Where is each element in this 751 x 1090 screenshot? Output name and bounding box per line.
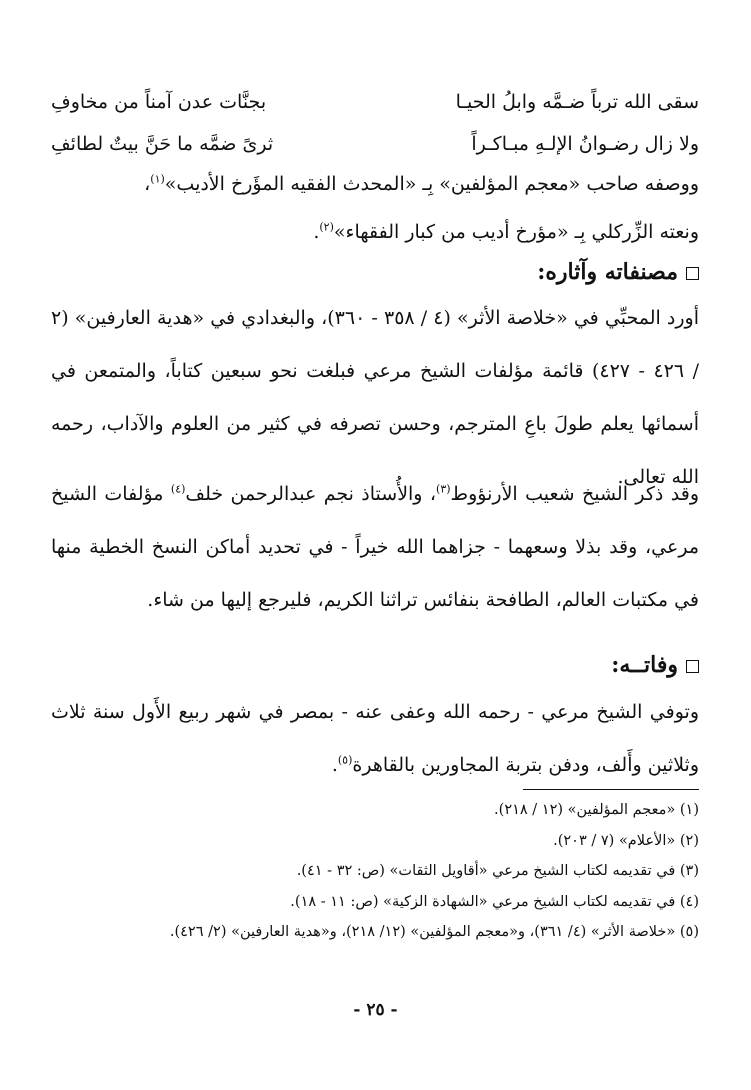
paragraph-text: وتوفي الشيخ مرعي - رحمه الله وعفى عنه - بمصر في شهر ربيع الأَول سنة ثلاث وثلاثين وأَلف، ودفن بتربة المجاورين بالقاهرة: [51, 701, 699, 776]
poem-verse: [51, 126, 699, 162]
paragraph-description: [51, 160, 699, 256]
section-heading-works: [537, 252, 699, 292]
section-heading-text: وفاتــه:: [611, 652, 678, 678]
page-number: - ٢٥ -: [353, 1000, 398, 1020]
footnote-separator: [523, 789, 699, 790]
paragraph-text: ووصفه صاحب «معجم المؤلفين» بِـ «المحدث الفقيه المؤَرخ الأديب»: [164, 173, 699, 195]
footnote-item: (٢) «الأعلام» (٧ / ٢٠٣).: [553, 832, 699, 849]
footnote-item: (١) «معجم المؤلفين» (١٢ / ٢١٨).: [494, 802, 699, 818]
footnote-reference: (٢): [319, 220, 334, 234]
punctuation: .: [313, 221, 320, 243]
footnote-reference: (٤): [170, 482, 186, 496]
paragraph-text: مؤلفات الشيخ مرعي، وقد بذلا وسعهما - جزاهما الله خيراً - في تحديد أماكن النسخ الخطية منها في مكتبات العالم، الطافحة بنفائس تراثنا الكريم، فليرجع إليها من شاء.: [51, 483, 699, 611]
verse-first-hemistich: سقى الله ترباً ضـمَّه وابلُ الحيـا: [455, 91, 699, 113]
verse-second-hemistich: بجنَّات عدن آمناً من مخاوفِ: [51, 91, 267, 113]
footnote-reference: (٣): [436, 482, 451, 496]
footnote-item: (٤) في تقديمه لكتاب الشيخ مرعي «الشهادة الزكية» (ص: ١١ - ١٨).: [290, 893, 699, 910]
paragraph-text: ، والأُستاذ نجم عبدالرحمن خلف: [185, 483, 437, 505]
paragraph-text: ونعته الزِّركلي بِـ «مؤرخ أديب من كبار الفقهاء»: [333, 221, 699, 243]
footnote-reference: (١): [150, 172, 165, 186]
verse-second-hemistich: ثرىً ضمَّه ما حَنَّ بيتٌ لطائفِ: [51, 133, 274, 155]
footnote-item: (٥) «خلاصة الأثر» (٤/ ٣٦١)، و«معجم المؤلفين» (١٢/ ٢١٨)، و«هدية العارفين» (٢/ ٤٢٦).: [169, 924, 699, 940]
square-bullet-icon: [686, 660, 699, 673]
footnote-reference: (٥): [337, 753, 353, 767]
section-heading-death: [611, 645, 699, 685]
verse-first-hemistich: ولا زال رضـوانُ الإلـهِ مبـاكـراً: [471, 133, 699, 155]
punctuation: ،: [144, 173, 151, 195]
paragraph-works: أورد المحبِّي في «خلاصة الأثر» (٤ / ٣٥٨ - ٣٦٠)، والبغدادي في «هدية العارفين» (٢ / ٤٢٦ - ٤٢٧) قائمة مؤلفات الشيخ مرعي فبلغت نحو سبعين كتاباً، والمتمعن في أسمائها يعلم طولَ باعِ المترجم، وحسن تصرفه في كثير من العلوم والآداب، رحمه الله تعالى.: [51, 307, 700, 488]
section-heading-text: مصنفاته وآثاره:: [537, 259, 678, 285]
footnotes-list: [51, 795, 699, 948]
paragraph-manuscripts: [51, 468, 699, 627]
paragraph-text: وقد ذكر الشيخ شعيب الأرنؤوط: [450, 483, 699, 505]
footnote-item: (٣) في تقديمه لكتاب الشيخ مرعي «أقاويل الثقات» (ص: ٣٢ - ٤١).: [296, 863, 699, 879]
punctuation: .: [331, 754, 338, 776]
square-bullet-icon: [686, 267, 699, 280]
poem-verse: [51, 84, 699, 120]
paragraph-death: [51, 686, 699, 792]
